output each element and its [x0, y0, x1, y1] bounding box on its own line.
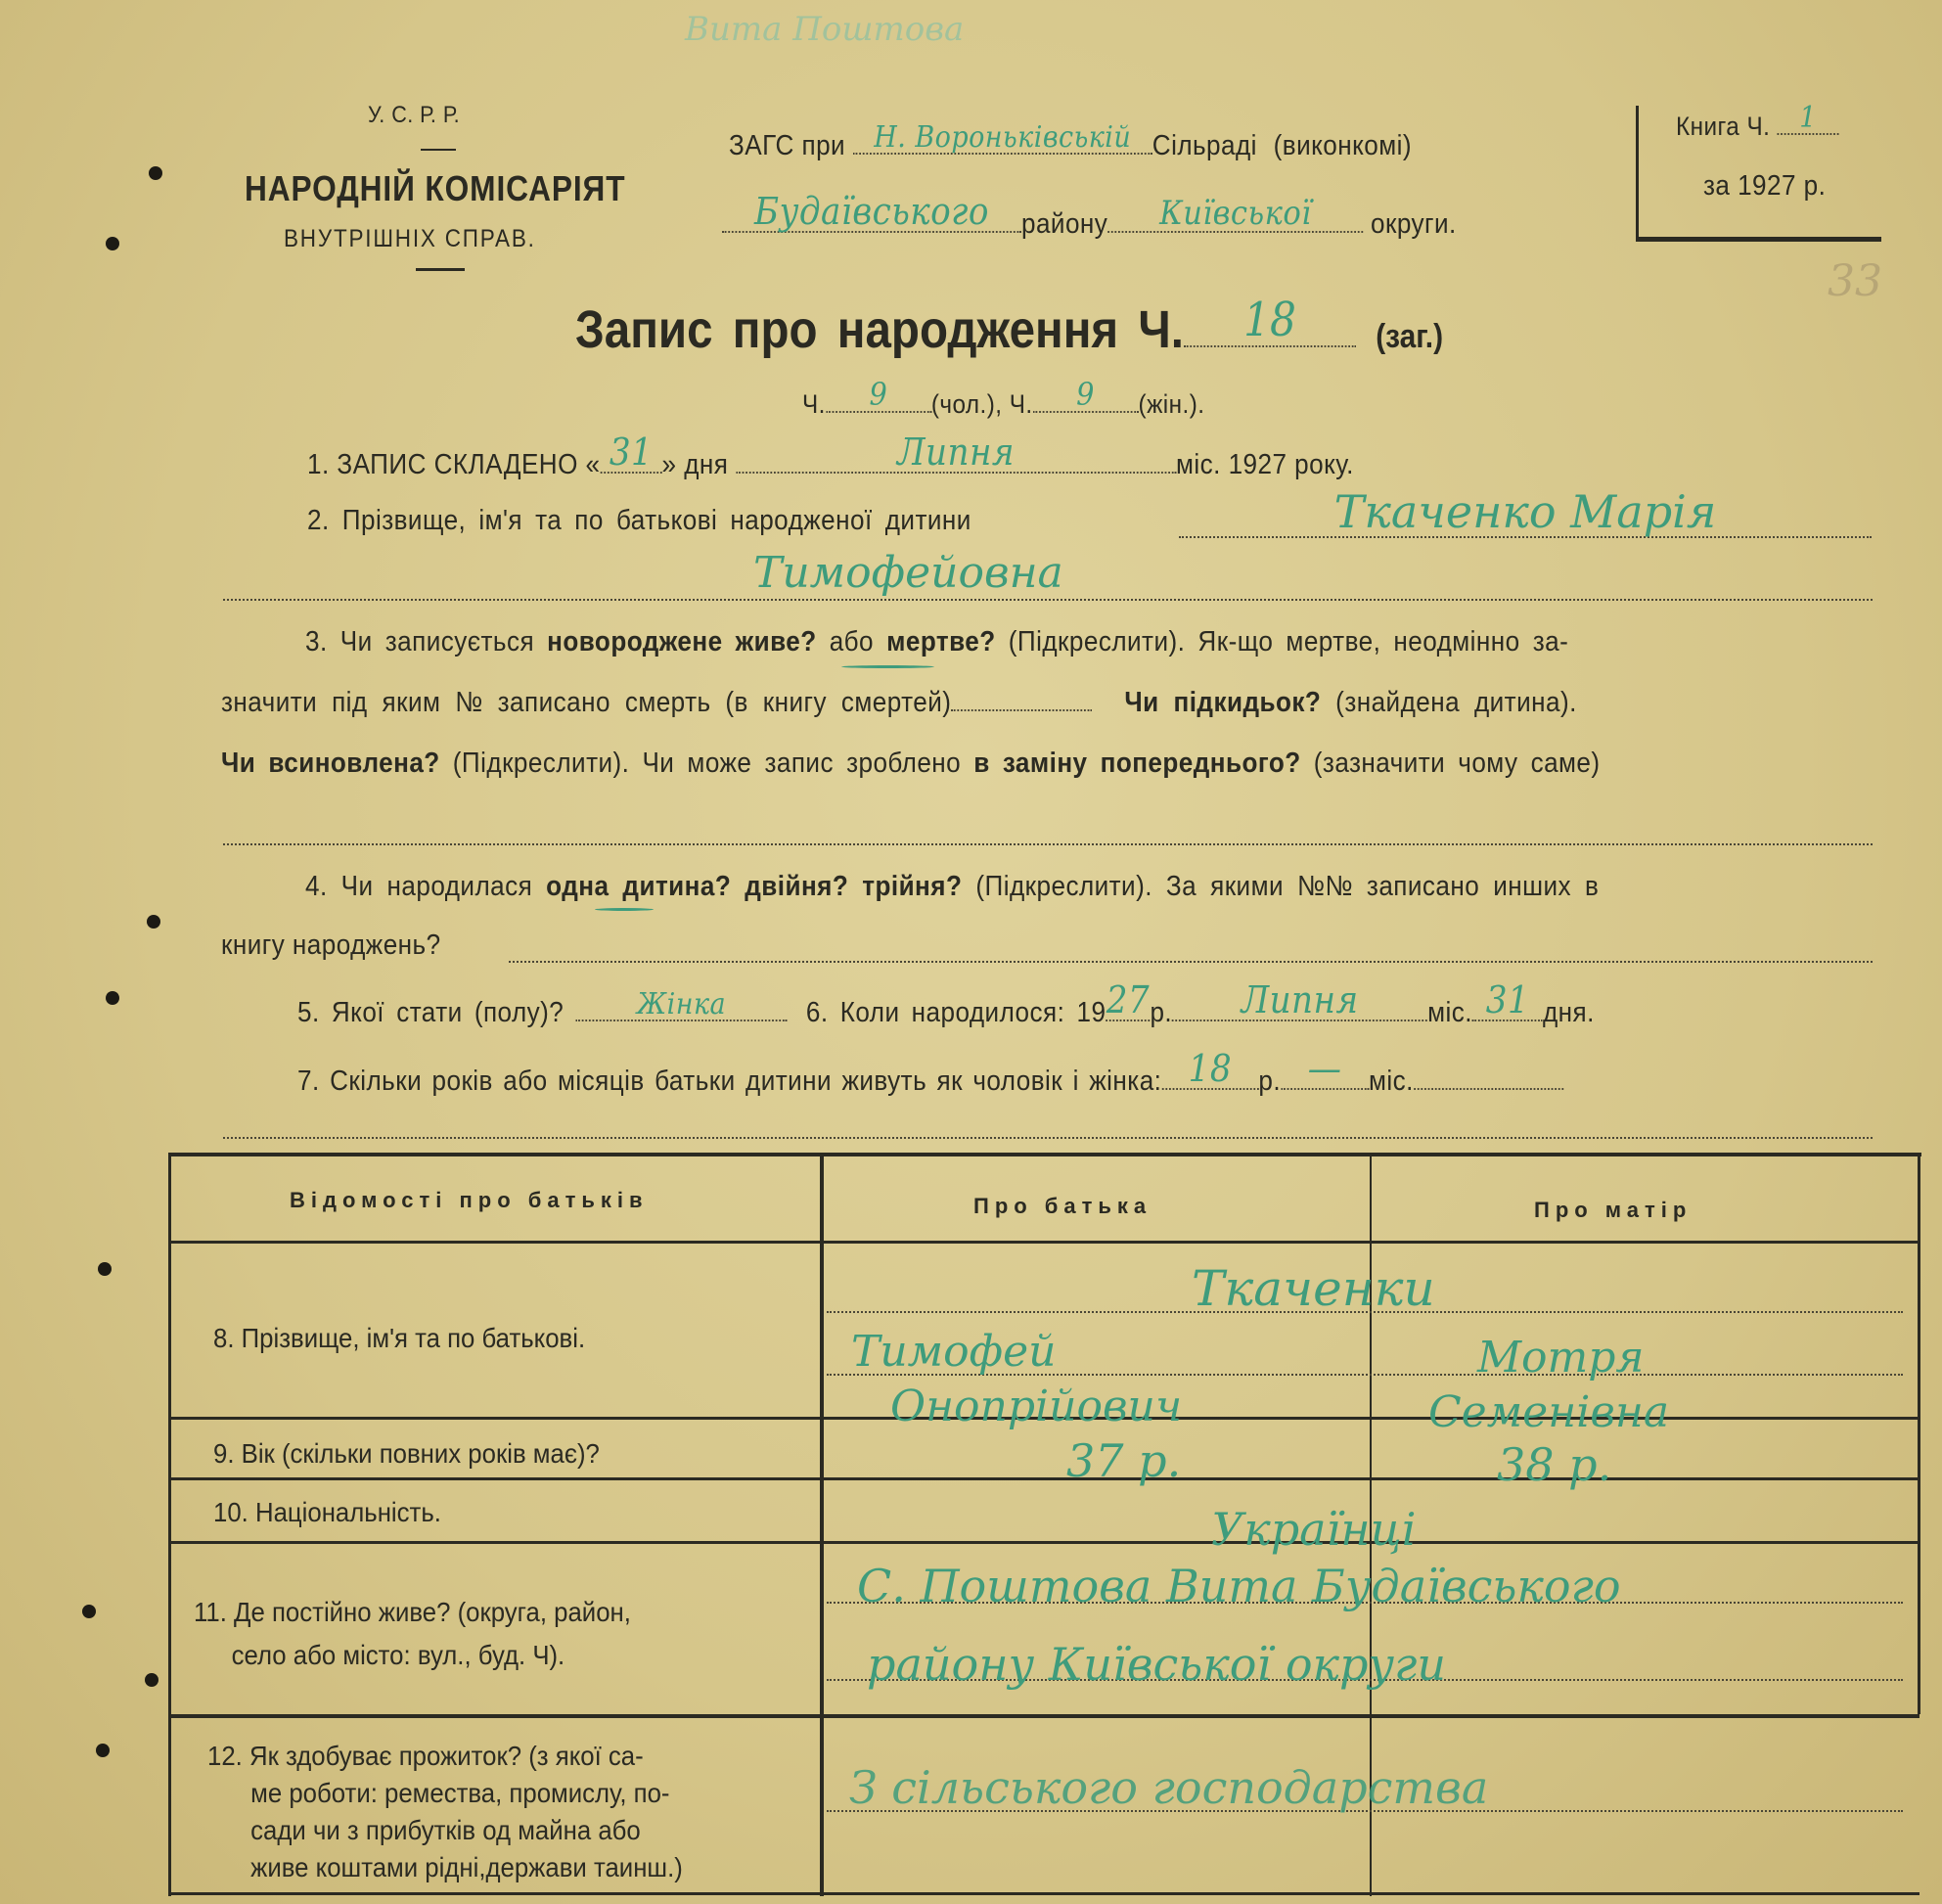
okruha-field: [1107, 194, 1363, 233]
punch-hole: [96, 1744, 110, 1757]
month-field: [736, 431, 1176, 474]
child-name-line-2: [223, 599, 1873, 601]
nationality: Українці: [1211, 1503, 1417, 1556]
table-header: Відомості про батьків: [290, 1188, 649, 1212]
row-divider: [168, 1241, 1919, 1244]
male-count: 9: [869, 376, 888, 413]
table-border: [168, 1892, 1919, 1895]
row-8-label: 8. Прізвище, ім'я та по батькові.: [213, 1323, 586, 1353]
birth-day: 31: [1485, 978, 1530, 1021]
row-12-label-line: ме роботи: ремества, промислу, по-: [250, 1778, 670, 1808]
birth-year: 27: [1106, 978, 1151, 1021]
record-number: 18: [1243, 293, 1296, 347]
birth-date-label: 6. Коли народилося: 19: [805, 997, 1106, 1028]
punch-hole: [149, 166, 162, 180]
item2-label: 2. Прізвище, ім'я та по батькові народженої дитини: [307, 505, 971, 536]
birth-year-field: [1106, 978, 1151, 1021]
death-number-field: [951, 708, 1092, 711]
zags-line: [729, 120, 1413, 162]
item3-text: або: [829, 626, 875, 657]
item4-text: 4. Чи народилася: [305, 871, 533, 902]
father-patronymic: Онопрійович: [890, 1382, 1183, 1431]
sex-value: Жінка: [636, 987, 727, 1021]
district-line: [722, 190, 1457, 241]
filler: [1414, 1087, 1563, 1090]
day-value: 31: [609, 431, 654, 474]
residence-line-1: С. Поштова Вита Будаївського: [857, 1560, 1621, 1612]
title-label: Запис про народження Ч.: [575, 300, 1184, 359]
item-4-line-2: [221, 929, 441, 962]
item-3-line-3: [221, 748, 1601, 780]
item1-label: 1. ЗАПИС СКЛАДЕНО «: [307, 449, 601, 480]
district-field: [722, 190, 1021, 233]
punch-hole: [106, 991, 119, 1005]
item-3-line-2: [221, 687, 1577, 719]
row-12-label: [207, 1738, 683, 1886]
record-number-field: [1184, 293, 1356, 347]
row-12-label-line: сади чи з прибутків од майна або: [250, 1815, 641, 1845]
district-label: району: [1021, 208, 1108, 240]
other-numbers-field: [509, 961, 1873, 963]
row-divider: [168, 1541, 1919, 1544]
female-count: 9: [1076, 376, 1095, 413]
column-divider: [820, 1156, 824, 1896]
row-10-label: 10. Національність.: [213, 1497, 441, 1527]
divider: [416, 268, 465, 271]
punch-hole: [98, 1262, 112, 1276]
item3-text: значити під яким № записано смерть (в книгу смертей): [221, 687, 952, 718]
book-label: Книга Ч.: [1676, 112, 1771, 141]
book-line: [1676, 101, 1839, 142]
sex-label: 5. Якої стати (полу)?: [297, 997, 565, 1028]
day-field: [601, 431, 662, 474]
ministry-label: НАРОДНІЙ КОМІСАРІЯТ: [245, 168, 626, 208]
book-box: [1636, 101, 1881, 242]
okruha-value: Київської: [1159, 194, 1312, 233]
item7-continuation-line: [223, 1137, 1873, 1139]
item3-text: (Підкреслити). Як-що мертве, неодмінно за-: [1008, 626, 1569, 657]
punch-hole: [145, 1673, 158, 1687]
item-4-line-1: [305, 871, 1599, 903]
item-7: [297, 1047, 1563, 1098]
female-label: (жін.).: [1138, 389, 1205, 419]
row-11-label-line: село або місто: вул., буд. Ч).: [231, 1640, 565, 1670]
row-11-label: [194, 1595, 631, 1673]
divider: [421, 149, 456, 151]
item3-text: (знайдена дитина).: [1335, 687, 1577, 718]
year-suffix: р.: [1150, 997, 1173, 1028]
item4-text: книгу народжень?: [221, 929, 441, 961]
selrada-label: Сільраді (виконкомі): [1152, 130, 1413, 161]
punch-hole: [147, 915, 160, 929]
item1-mid: » дня: [661, 449, 729, 480]
option-foundling: Чи підкидьок?: [1124, 687, 1322, 718]
row-11-label-line: 11. Де постійно живе? (округа, район,: [194, 1597, 631, 1627]
marriage-duration-label: 7. Скільки років або місяців батьки дитини живуть як чоловік і жінка:: [297, 1065, 1162, 1097]
row-9-label: 9. Вік (скільки повних років має)?: [213, 1438, 600, 1469]
table-header: Про батька: [973, 1194, 1152, 1218]
child-name-field: [1179, 485, 1872, 538]
occupation: З сільського господарства: [849, 1761, 1489, 1814]
district-value: Будаївського: [754, 190, 989, 233]
mother-first-name: Мотря: [1477, 1333, 1645, 1383]
option-dead: мертве?: [886, 626, 996, 657]
item4-text: (Підкреслити). За якими №№ записано инших в: [975, 871, 1600, 902]
birth-day-field: [1472, 978, 1543, 1021]
item-5-6: [297, 978, 1595, 1029]
item-2: [307, 505, 971, 537]
residence-line-2: району Київської округи: [867, 1638, 1446, 1691]
mother-age: 38 р.: [1497, 1438, 1612, 1491]
item-3-line-1: [305, 626, 1568, 658]
republic-label: У. С. Р. Р.: [368, 102, 461, 128]
page-number: 33: [1828, 256, 1882, 306]
ch-label: Ч.: [802, 389, 826, 419]
underline-single-mark: [595, 908, 654, 911]
item-1: [307, 431, 1354, 481]
gender-count-line: [802, 376, 1205, 420]
selrada-field: [853, 120, 1152, 155]
option-alive: новороджене живе?: [547, 626, 817, 657]
child-surname: Ткаченко Марія: [1333, 485, 1717, 538]
years-suffix: р.: [1258, 1065, 1282, 1097]
male-count-field: [826, 376, 931, 413]
birth-multiplicity-options: одна дитина? двійня? трійня?: [546, 871, 963, 902]
marriage-years-field: [1161, 1047, 1258, 1090]
mother-patronymic: Семенівна: [1428, 1387, 1670, 1437]
marriage-months: —: [1307, 1047, 1342, 1090]
item3-text: (Підкреслити). Чи може запис зроблено: [452, 748, 962, 779]
child-patronymic: Тимофейовна: [753, 548, 1063, 598]
punch-hole: [106, 237, 119, 250]
family-surname: Ткаченки: [1192, 1260, 1435, 1317]
replacement-reason-line: [223, 843, 1873, 845]
year-label: за 1927 р.: [1703, 170, 1827, 202]
punch-hole: [82, 1605, 96, 1618]
table-border: [168, 1153, 1921, 1156]
underline-alive-mark: [841, 665, 934, 668]
sex-field: [575, 987, 787, 1021]
male-label: (чол.), Ч.: [930, 389, 1033, 419]
book-value: 1: [1799, 101, 1817, 135]
item1-tail: міс. 1927 року.: [1176, 449, 1354, 480]
okruha-label: округи.: [1371, 208, 1457, 240]
item3-text: 3. Чи записується: [305, 626, 535, 657]
book-field: [1778, 101, 1839, 135]
title-suffix: (заг.): [1376, 318, 1444, 355]
birth-month: Липня: [1241, 978, 1359, 1021]
table-header: Про матір: [1534, 1198, 1693, 1222]
row-divider: [168, 1477, 1919, 1480]
record-title: [575, 293, 1444, 360]
selrada-value: Н. Вороньківській: [874, 120, 1132, 155]
row-12-label-line: 12. Як здобуває прожиток? (з якої са-: [207, 1741, 644, 1771]
zags-prefix: ЗАГС при: [729, 130, 846, 161]
row-12-label-line: живе коштами рідні,держави таинш.): [250, 1852, 683, 1882]
top-scribble: Вита Поштова: [685, 10, 965, 49]
table-border: [168, 1153, 171, 1896]
marriage-years: 18: [1188, 1047, 1233, 1090]
day-suffix: дня.: [1542, 997, 1595, 1028]
father-first-name: Тимофей: [851, 1327, 1057, 1377]
month-value: Липня: [897, 431, 1016, 474]
department-label: ВНУТРІШНІХ СПРАВ.: [284, 225, 536, 252]
birth-month-field: [1172, 978, 1427, 1021]
month-suffix: міс.: [1427, 997, 1472, 1028]
option-replacement: в заміну попереднього?: [973, 748, 1301, 779]
marriage-months-field: [1281, 1047, 1369, 1090]
option-adopted: Чи всиновлена?: [221, 748, 440, 779]
months-suffix: міс.: [1369, 1065, 1414, 1097]
father-age: 37 р.: [1066, 1434, 1182, 1487]
row-divider: [168, 1714, 1919, 1718]
item3-text: (зазначити чому саме): [1313, 748, 1601, 779]
female-count-field: [1033, 376, 1139, 413]
